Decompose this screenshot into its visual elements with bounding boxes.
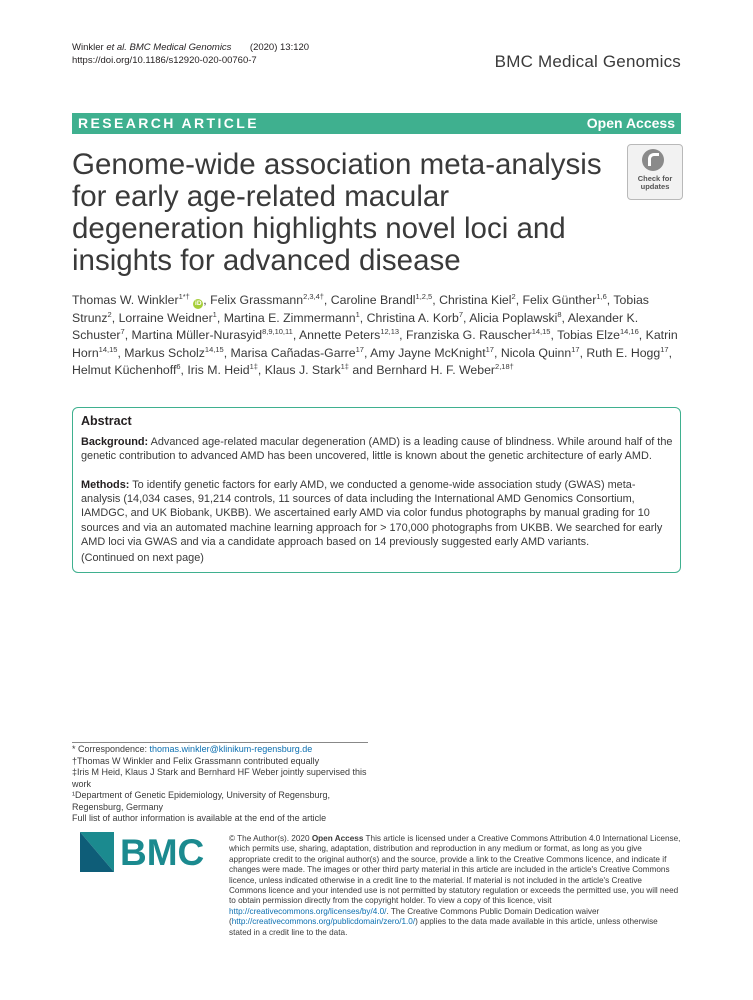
abstract-methods: Methods: To identify genetic factors for early AMD, we conducted a genome-wide association study (GWAS) meta-analysis (14,034 cases, 91,214 controls, 11 sources of data including the International AMD Genomics Consortium, IAMDGC, and UK Biobank, UKBB). We ascertained early AMD via color fundus photographs by manual grading for 10 sources and via an automated machine learning approach for > 170,000 photographs from UKBB. We searched for early AMD loci via GWAS and via a candidate approach based on 14 previously suggested early AMD variants. [81, 479, 663, 548]
author-affiliation: 14,16 [620, 327, 639, 337]
year-volume: (2020) 13:120 [249, 42, 310, 53]
orcid-icon[interactable]: iD [195, 300, 202, 307]
author [367, 311, 463, 325]
journal-brand: BMC Medical Genomics [494, 52, 681, 71]
author-name: Iris M. Heid [187, 363, 250, 378]
author [72, 363, 181, 377]
doi-link[interactable]: https://doi.org/10.1186/s12920-020-00760-7 [72, 55, 257, 66]
author [231, 346, 364, 360]
author-affiliation: 1‡ [340, 362, 349, 372]
author-affiliation: 17 [660, 344, 669, 354]
citation-line: Winkler et al. BMC Medical Genomics (2020) 13:120 [72, 42, 310, 53]
author [501, 346, 580, 360]
author-name: Christina Kiel [439, 293, 512, 307]
cc-by-license-link[interactable]: http://creativecommons.org/licenses/by/4.0/ [229, 906, 387, 916]
author-affiliation: 14,15 [204, 344, 224, 354]
author [224, 311, 360, 325]
author-name: Franziska G. Rauscher [405, 328, 532, 343]
footnote-full-list: Full list of author information is available at the end of the article [72, 813, 327, 823]
author-name: Klaus J. Stark [264, 363, 341, 378]
bmc-logo-text: BMC [120, 832, 205, 872]
author [586, 346, 668, 360]
check-for-updates-label: Check for updates [637, 174, 673, 191]
author-name: Markus Scholz [124, 345, 205, 360]
footnote-joint-supervision: ‡Iris M Heid, Klaus J Stark and Bernhard HF Weber jointly supervised this work [72, 767, 367, 789]
author-list: Thomas W. Winkler$^{1*\dagger}$ iD , Felix Grassmann$^{2,3,4\dagger}$, Caroline Brandl$^{1,2,5}$, Christina Kiel$^2$, Felix Günther$^{1,6}$, Tobias Strunz$^2$, Lorraine Weidner$^1$, Martina E. Zimmermann$^1$, Christina A. Korb$^7$, Alicia Poplawski$^8$, Alexander K. Schuster$^7$, Martina Müller-Nurasyid$^{8,9,10,11}$, Annette Peters$^{12,13}$, Franziska G. Rauscher$^{14,15}$, Tobias Elze$^{14,16}$, Katrin Horn$^{14,15}$, Markus Scholz$^{14,15}$, Marisa Cañadas-Garre$^{17}$, Amy Jayne McKnight$^{17}$, Nicola Quinn$^{17}$, Ruth E. Hogg$^{17}$, Helmut Küchenhoff$^6$, Iris M. Heid$^{1\ddagger}$, Klaus J. Stark$^{1\ddagger}$ and Bernhard H. F. Weber$^{2,18\dagger}$ [72, 292, 678, 378]
author [439, 293, 516, 307]
author [72, 293, 203, 307]
author-name: Tobias Elze [557, 328, 620, 343]
author-affiliation: 17 [485, 344, 494, 354]
author-name: Nicola Quinn [500, 345, 572, 360]
author [124, 346, 223, 360]
author-affiliation: 1 [355, 309, 360, 319]
author-name: Tobias Strunz [72, 293, 649, 325]
author-name: Lorraine Weidner [118, 310, 213, 325]
author-affiliation: 2,3,4† [303, 292, 324, 301]
author-name: Caroline Brandl [330, 293, 416, 307]
author [132, 328, 293, 342]
author-name: Felix Günther [522, 293, 597, 307]
author-affiliation: 1‡ [249, 362, 258, 372]
author-affiliation: 7 [458, 309, 464, 319]
author-affiliation: 14,15 [98, 344, 118, 354]
correspondence: * Correspondence: thomas.winkler@klinikum-regensburg.de [72, 744, 313, 754]
author-name: Alicia Poplawski [469, 310, 558, 325]
author [187, 363, 258, 377]
author [523, 293, 607, 307]
author [557, 328, 639, 342]
citation-header [72, 41, 309, 67]
author-name: Annette Peters [298, 328, 381, 343]
author-name: Marisa Cañadas-Garre [230, 345, 356, 360]
author [210, 293, 324, 307]
author-affiliation: 2,18† [495, 362, 514, 372]
author [119, 311, 217, 325]
author-name: Katrin Horn [72, 328, 678, 360]
author-name: Martina E. Zimmermann [223, 310, 356, 325]
author [299, 328, 399, 342]
article-title: Genome-wide association meta-analysis for early age-related macular degeneration highlights novel loci and insights for advanced disease [72, 148, 602, 277]
author-name: Felix Grassmann [210, 293, 304, 307]
article-type-banner [72, 113, 681, 134]
author-name: Bernhard H. F. Weber [376, 363, 496, 378]
author-affiliation: 2 [511, 292, 516, 301]
continued-note: (Continued on next page) [81, 552, 204, 564]
author-name: Amy Jayne McKnight [370, 345, 486, 360]
article-type-label: RESEARCH ARTICLE [78, 115, 259, 131]
author [370, 346, 494, 360]
author [376, 363, 513, 377]
author-affiliation: 8,9,10,11 [262, 327, 293, 337]
author [469, 311, 561, 325]
author-affiliation: 14,15 [531, 327, 551, 337]
check-for-updates-button[interactable] [627, 144, 683, 200]
update-icon [642, 149, 664, 171]
footnote-divider [72, 742, 368, 743]
author-affiliation: 17 [571, 344, 580, 354]
footnote-equal-contribution: †Thomas W Winkler and Felix Grassmann contributed equally [72, 755, 320, 766]
author-name: Alexander K. Schuster [72, 310, 639, 343]
author-affiliation: 1*† [178, 292, 190, 301]
journal-citation: et al. BMC Medical Genomics [106, 42, 232, 53]
abstract-background: Background: Advanced age-related macular degeneration (AMD) is a leading cause of blindness. While around half of the genetic contribution to advanced AMD has been uncovered, little is known about the genetic architecture of early AMD. [81, 436, 673, 463]
author-name: Ruth E. Hogg [586, 345, 661, 360]
author-name: Martina Müller-Nurasyid [131, 328, 263, 343]
author-affiliation: 8 [557, 309, 562, 319]
author-affiliation: 17 [355, 344, 364, 354]
author-name: Helmut Küchenhoff [72, 363, 177, 378]
correspondence-email-link[interactable]: thomas.winkler@klinikum-regensburg.de [149, 744, 313, 754]
author [265, 363, 349, 377]
author-name: Thomas W. Winkler [72, 293, 179, 307]
author-affiliation: 1,2,5 [415, 292, 433, 301]
author-affiliation: 1,6 [596, 292, 607, 301]
bmc-logo [80, 832, 215, 872]
footnotes [72, 744, 368, 825]
open-access-label: Open Access [586, 115, 675, 131]
cc0-waiver-link[interactable]: http://creativecommons.org/publicdomain/zero/1.0/ [231, 917, 416, 927]
abstract-box [72, 407, 681, 573]
footnote-affiliation-1: ¹Department of Genetic Epidemiology, University of Regensburg, Regensburg, Germany [72, 790, 330, 812]
author-affiliation: 1 [212, 309, 217, 319]
author [331, 293, 432, 307]
author-affiliation: 12,13 [380, 327, 400, 337]
author-name: Christina A. Korb [366, 310, 459, 325]
license-text: © The Author(s). 2020 Open Access This article is licensed under a Creative Commons Attribution 4.0 International License, which permits use, sharing, adaptation, distribution and reproduction in any medium or format, as long as you give appropriate credit to the original author(s) and the source, provide a link to the Creative Commons licence, and indicate if changes were made. The images or other third party material in this article are included in the article's Creative Commons licence, unless indicated otherwise in a credit line to the material. If material is not included in the article's Creative Commons licence and your intended use is not permitted by statutory regulation or exceeds the permitted use, you will need to obtain permission directly from the copyright holder. To view a copy of this licence, visit http://creativecommons.org/licenses/by/4.0/. The Creative Commons Public Domain Dedication waiver (http://creativecommons.org/publicdomain/zero/1.0/) applies to the data made available in this article, unless otherwise stated in a credit line to the data. [229, 834, 681, 937]
author-affiliation: 6 [176, 362, 181, 372]
author [406, 328, 551, 342]
author-affiliation: 2 [107, 309, 112, 319]
abstract-heading: Abstract [81, 414, 132, 428]
author-affiliation: 7 [120, 327, 125, 337]
